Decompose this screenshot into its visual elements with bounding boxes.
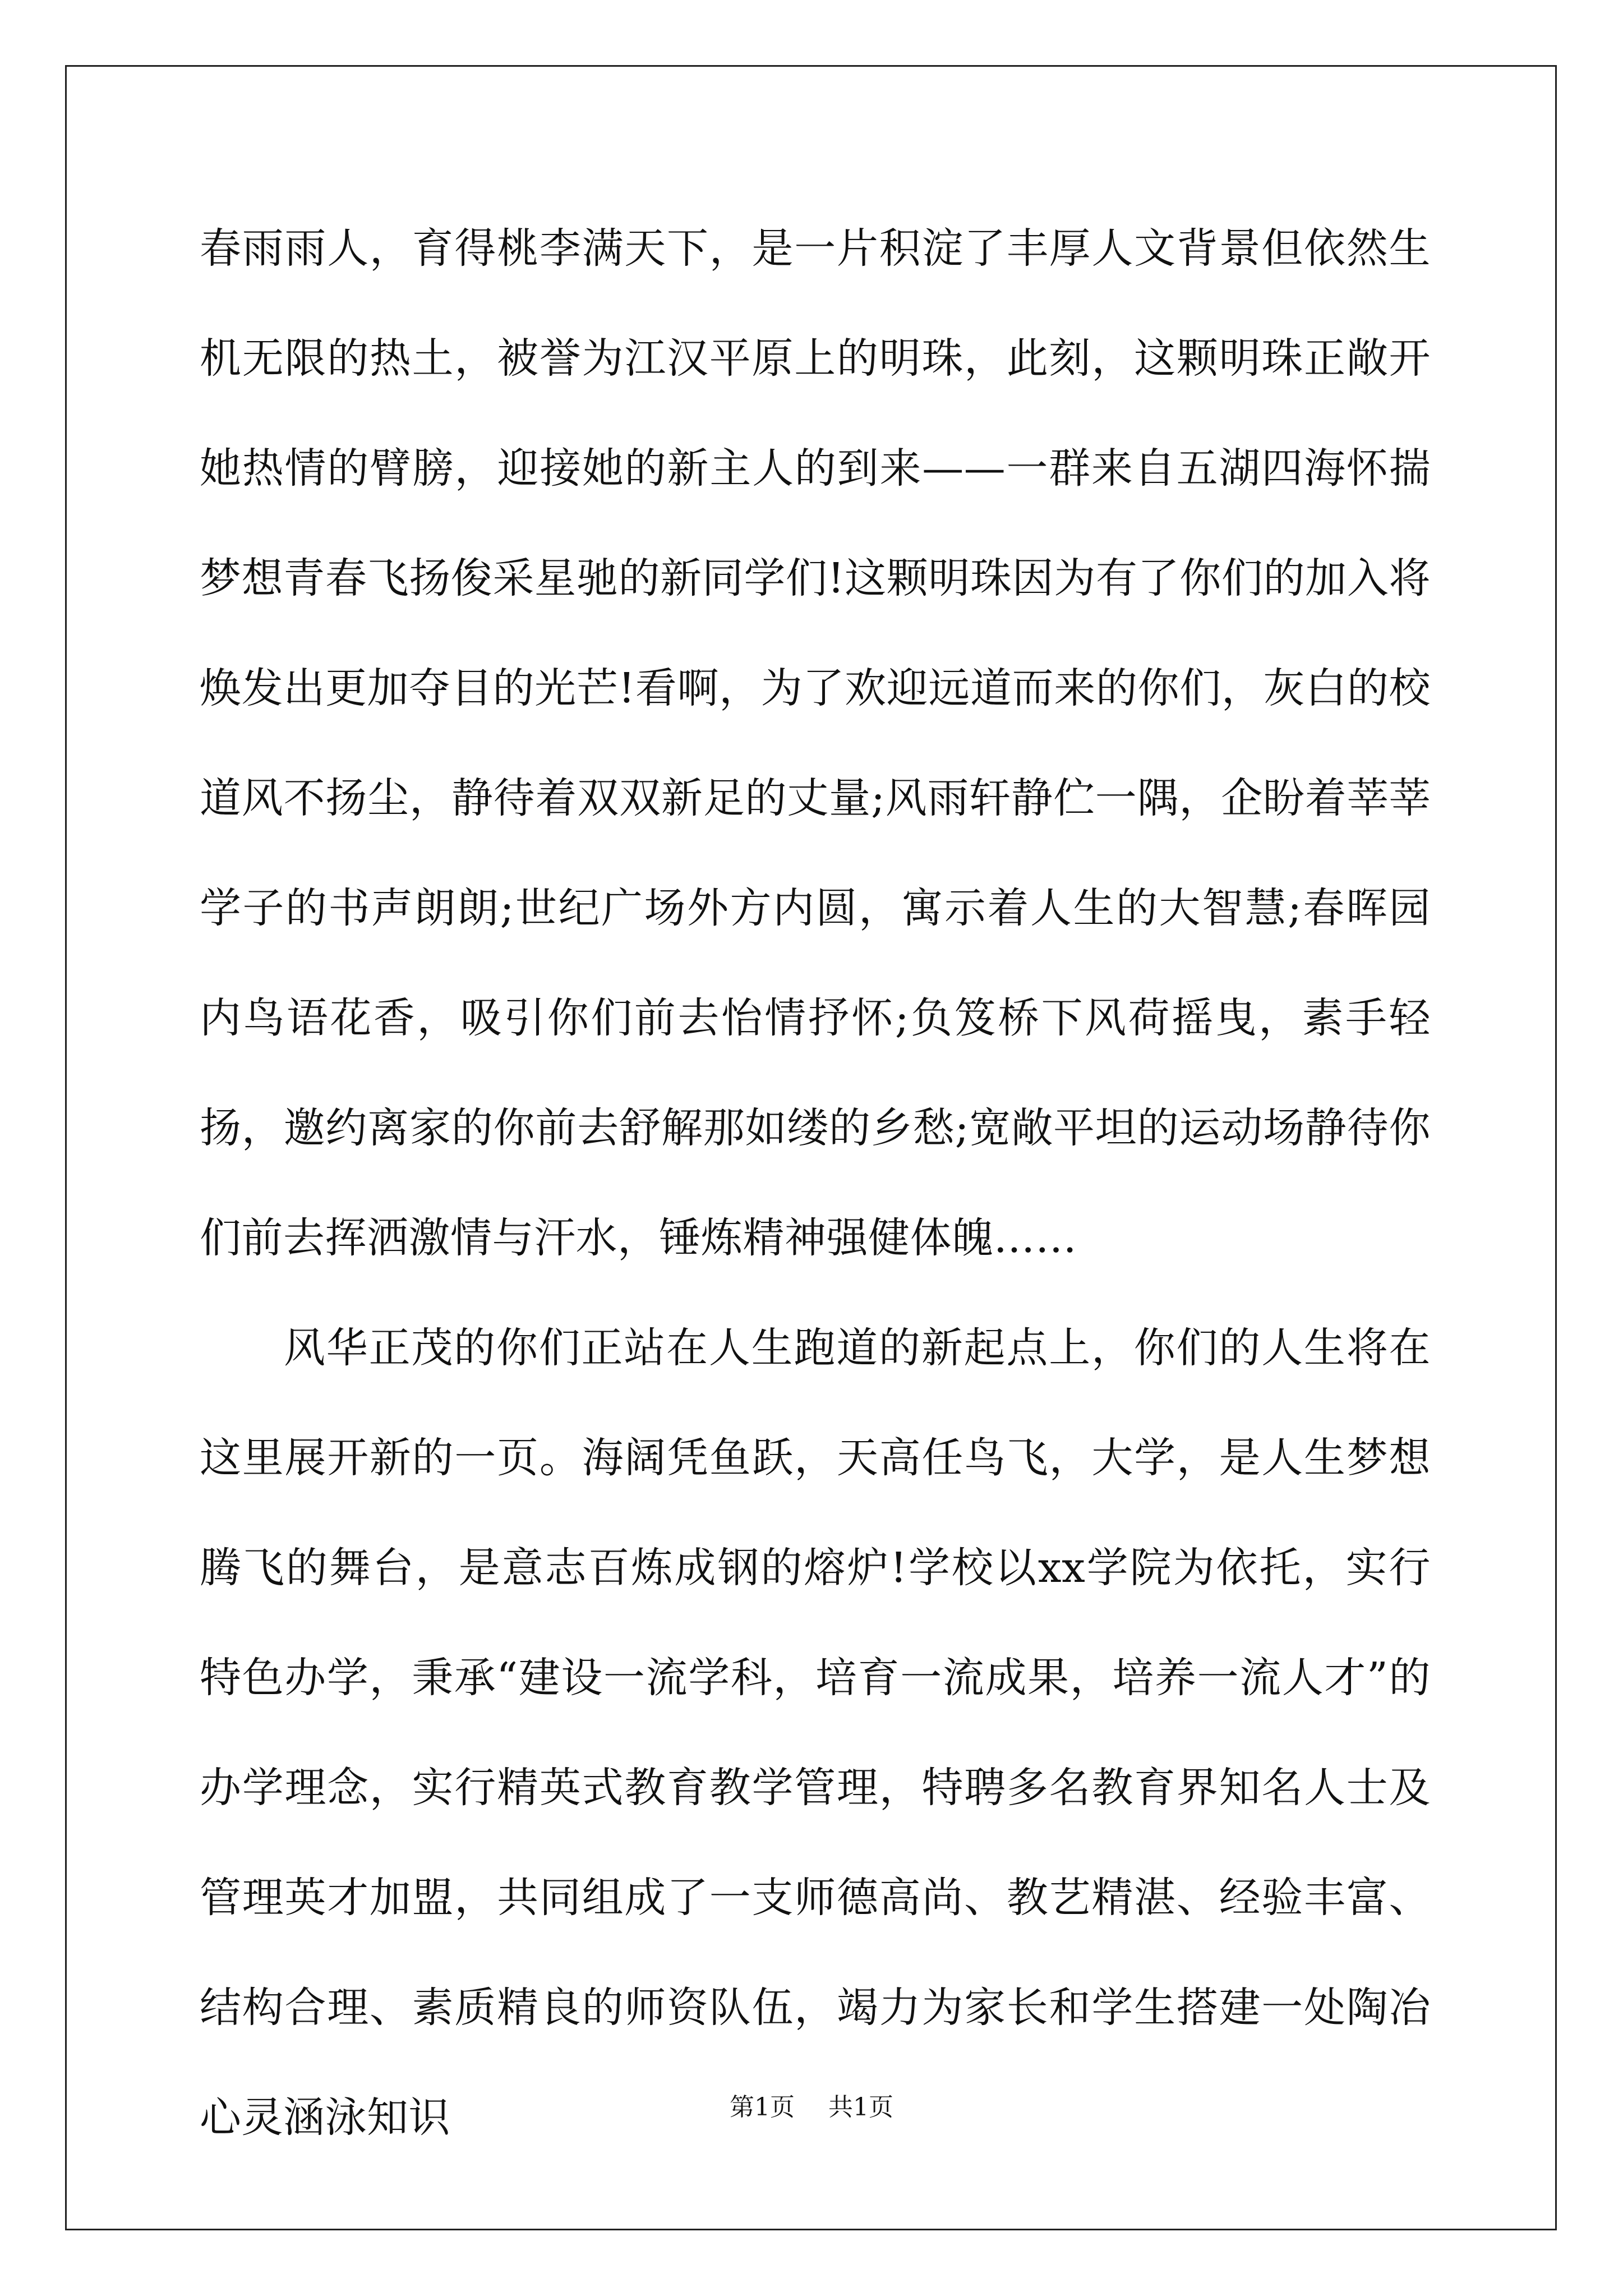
page-footer xyxy=(0,2087,1623,2123)
page-number-total: 共1页 xyxy=(828,2093,893,2122)
document-body xyxy=(200,194,1431,2173)
page-number-current: 第1页 xyxy=(730,2093,795,2122)
paragraph-1: 春雨雨人，育得桃李满天下，是一片积淀了丰厚人文背景但依然生机无限的热土，被誉为江汉平原上的明珠，此刻，这颗明珠正敞开她热情的臂膀，迎接她的新主人的到来——一群来自五湖四海怀揣梦想青春飞扬俊采星驰的新同学们!这颗明珠因为有了你们的加入将焕发出更加夺目的光芒!看啊，为了欢迎远道而来的你们，灰白的校道风不扬尘，静待着双双新足的丈量;风雨轩静伫一隅，企盼着莘莘学子的书声朗朗;世纪广场外方内圆，寓示着人生的大智慧;春晖园内鸟语花香，吸引你们前去怡情抒怀;负笈桥下风荷摇曳，素手轻扬，邀约离家的你前去舒解那如缕的乡愁;宽敞平坦的运动场静待你们前去挥洒激情与汗水，锤炼精神强健体魄…… xyxy=(200,224,1431,1262)
paragraph-2: 风华正茂的你们正站在人生跑道的新起点上，你们的人生将在这里展开新的一页。海阔凭鱼跃，天高任鸟飞，大学，是人生梦想腾飞的舞台，是意志百炼成钢的熔炉!学校以xx学院为依托，实行特色办学，秉承“建设一流学科，培育一流成果，培养一流人才”的办学理念，实行精英式教育教学管理，特聘多名教育界知名人士及管理英才加盟，共同组成了一支师德高尚、教艺精湛、经验丰富、结构合理、素质精良的师资队伍，竭力为家长和学生搭建一处陶冶心灵涵泳知识 xyxy=(200,1324,1431,2142)
